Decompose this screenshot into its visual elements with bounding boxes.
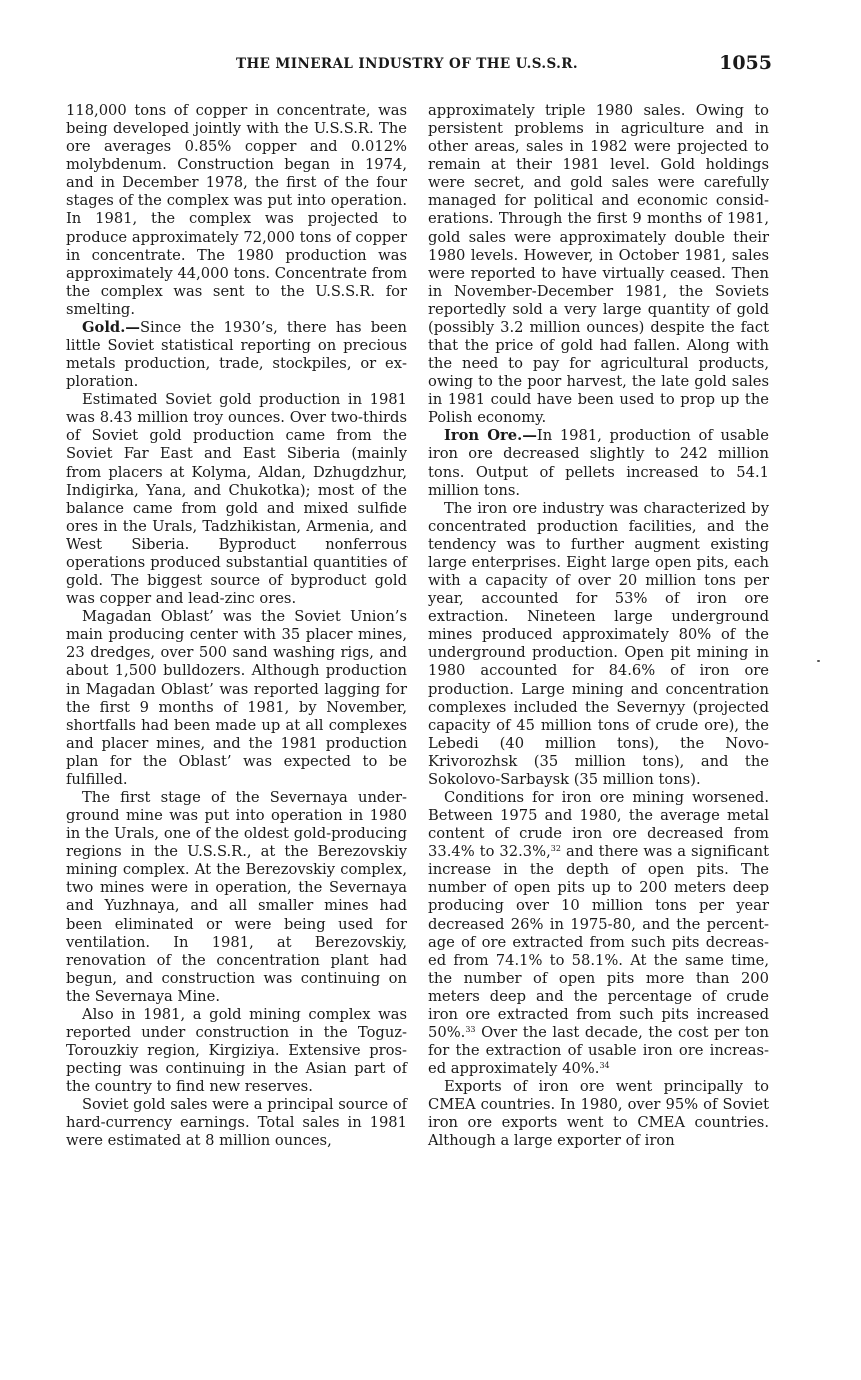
- conditions-text-a: Conditions for iron ore mining worsened. Between 1975 and 1980, the average metal content of crude iron ore decreased from 33.4% to 32.3%,: [428, 788, 769, 861]
- gold-intro-text: Since the 1930’s, there has been little Soviet statistical reporting on precious metals production, trade, stockpiles, or exploration.: [66, 318, 407, 391]
- paragraph-severnaya: The first stage of the Severnaya underground mine was put into operation in 1980 in the Urals, one of the oldest gold-producing regions in the U.S.S.R., at the Berezovskiy mining complex. At the Berezovskiy complex, two mines were in operation, the Severnaya and Yuzhnaya, and all smaller mines had been eliminated or were being used for ventilation. In 1981, at Berezovskiy, renovation of the concentration plant had begun, and construction was continuing on the Severnaya Mine.: [66, 788, 407, 1005]
- paragraph-gold-sales-cont: approximately triple 1980 sales. Owing to persistent problems in agriculture and in other areas, sales in 1982 were projected to remain at their 1981 level. Gold holdings were secret, and gold sales were carefully managed for political and economic considerations. Through the first 9 months of 1981, gold sales were approximately double their 1980 levels. However, in October 1981, sales were reported to have virtually ceased. Then in November-December 1981, the Soviets reportedly sold a very large quantity of gold (possibly 3.2 million ounces) despite the fact that the price of gold had fallen. Along with the need to pay for agricultural products, owing to the poor harvest, the late gold sales in 1981 could have been used to prop up the Polish economy.: [428, 102, 769, 427]
- paragraph-exports: Exports of iron ore went principally to CMEA countries. In 1980, over 95% of Soviet iron ore exports went to CMEA countries. Although a large exporter of iron: [428, 1078, 769, 1150]
- paragraph-gold-sales: Soviet gold sales were a principal source of hard-currency earnings. Total sales in 1981 were estimated at 8 million ounces,: [66, 1096, 407, 1150]
- running-title: THE MINERAL INDUSTRY OF THE U.S.S.R.: [236, 56, 578, 72]
- paragraph-magadan: Magadan Oblast’ was the Soviet Union’s main producing center with 35 placer mines, 23 dredges, over 500 sand washing rigs, and about 1,500 bulldozers. Although production in Magadan Oblast’ was reported lagging for the first 9 months of 1981, by November, shortfalls had been made up at all complexes and placer mines, and the 1981 production plan for the Oblast’ was expected to be fulfilled.: [66, 608, 407, 788]
- scan-speck: [817, 660, 820, 662]
- footnote-ref-33: 33: [465, 1024, 476, 1034]
- footnote-ref-32: 32: [550, 844, 561, 854]
- paragraph-mining-conditions: [428, 789, 769, 1078]
- paragraph-kirgiziya: Also in 1981, a gold mining complex was reported under construction in the Toguz-Torouzkiy region, Kirgiziya. Extensive prospecting was continuing in the Asian part of the country to find new reserves.: [66, 1005, 407, 1096]
- iron-ore-intro-text: In 1981, production of usable iron ore decreased slightly to 242 million tons. Output of pellets increased to 54.1 million tons.: [428, 427, 770, 499]
- conditions-text-c: Over the last decade, the cost per ton for the extraction of usable iron ore increased approximately 40%.: [428, 1023, 769, 1078]
- paragraph-copper-complex: 118,000 tons of copper in concentrate, was being developed jointly with the U.S.S.R. The ore averages 0.85% copper and 0.012% molybdenum. Construction began in 1974, and in December 1978, the first of the four stages of the complex was put into operation. In 1981, the complex was projected to produce approximately 72,000 tons of copper in concentrate. The 1980 production was approximately 44,000 tons. Concentrate from the complex was sent to the U.S.S.R. for smelting.: [66, 102, 407, 318]
- left-column: [66, 102, 407, 1151]
- paragraph-iron-ore-intro: [428, 427, 769, 499]
- paragraph-iron-industry: The iron ore industry was characterized by concentrated production facilities, and the tendency was to further augment existing large enterprises. Eight large open pits, each with a capacity of over 20 million tons per year, accounted for 53% of iron ore extraction. Nineteen large underground mines produced approximately 80% of the underground production. Open pit mining in 1980 accounted for 84.6% of iron ore production. Large mining and concentration complexes included the Severnyy (projected capacity of 45 million tons of crude ore), the Lebedi (40 million tons), the Novo-Krivorozhsk (35 million tons), and the Sokolovo-Sarbaysk (35 million tons).: [428, 499, 769, 788]
- paragraph-gold-production: Estimated Soviet gold production in 1981 was 8.43 million troy ounces. Over two-thirds of Soviet gold production came from the Soviet Far East and East Siberia (mainly from placers at Kolyma, Aldan, Dzhugdzhur, Indigirka, Yana, and Chukotka); most of the balance came from gold and mixed sulfide ores in the Urals, Tadzhikistan, Armenia, and West Siberia. Byproduct nonferrous operations produced substantial quantities of gold. The biggest source of byproduct gold was copper and lead-zinc ores.: [66, 391, 407, 608]
- iron-ore-section-heading: Iron Ore.—: [444, 427, 537, 445]
- gold-section-heading: Gold.—: [82, 318, 140, 336]
- page-header: [66, 52, 772, 78]
- page-number: 1055: [719, 52, 772, 74]
- paragraph-gold-intro: [66, 319, 407, 391]
- footnote-ref-34: 34: [599, 1061, 610, 1071]
- conditions-text-b: and there was a significant increase in the depth of open pits. The number of open pits up to 200 meters deep producing over 10 million tons per year decreased 26% in 1975-80, and the percentage of ore extracted from such pits decreased from 74.1% to 58.1%. At the same time, the number of open pits more than 200 meters deep and the percentage of crude iron ore extracted from such pits increased 50%.: [428, 843, 769, 1041]
- right-column: [428, 102, 769, 1151]
